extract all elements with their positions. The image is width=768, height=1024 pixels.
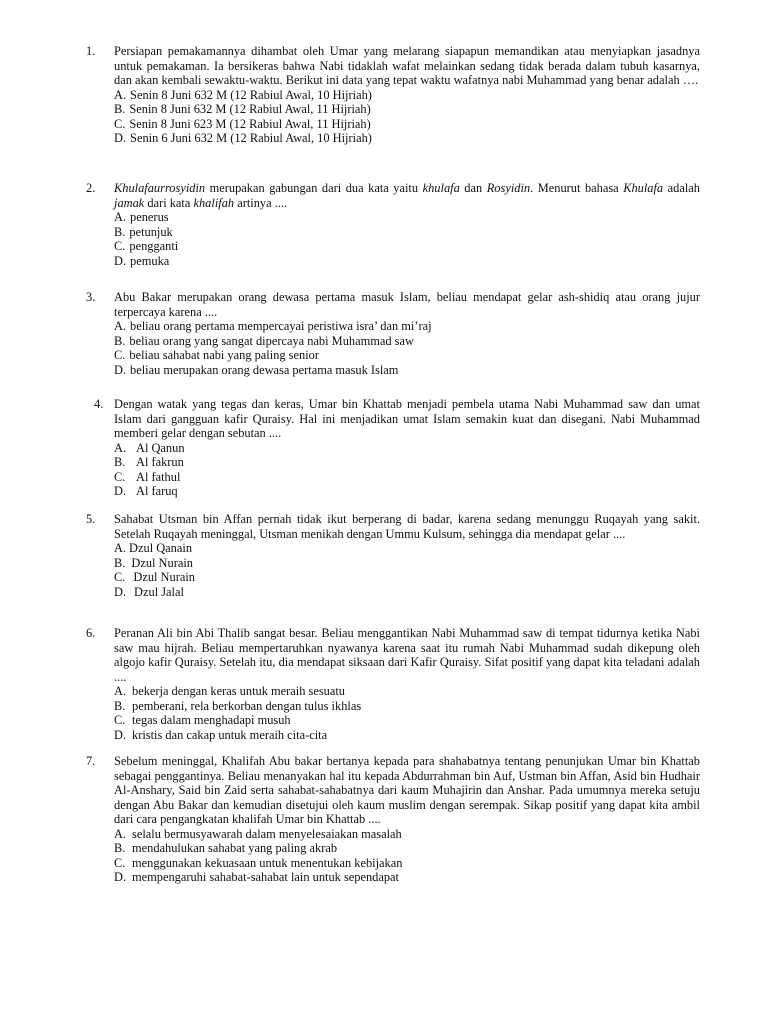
option-c	[114, 856, 700, 871]
option-letter: A.	[114, 826, 127, 841]
question-number: 6.	[86, 626, 96, 640]
option-letter: C.	[114, 348, 126, 362]
option-text: Dzul Nurain	[131, 555, 193, 570]
option-text: Senin 8 Juni 623 M (12 Rabiul Awal, 11 Hijriah)	[129, 116, 371, 131]
option-d	[114, 484, 700, 499]
option-text: Senin 8 Juni 632 M (12 Rabiul Awal, 10 Hijriah)	[130, 87, 372, 102]
option-letter: C.	[114, 570, 126, 584]
option-text: tegas dalam menghadapi musuh	[132, 713, 291, 727]
option-b	[114, 556, 700, 571]
text-fragment: adalah	[663, 181, 700, 195]
option-a	[114, 684, 700, 699]
option-c	[114, 470, 700, 485]
option-d	[114, 870, 700, 885]
option-letter: A.	[114, 684, 127, 698]
option-letter: C.	[114, 239, 126, 253]
option-letter: C.	[114, 469, 126, 484]
option-d	[114, 254, 700, 269]
option-c	[114, 570, 700, 585]
option-text: Dzul Qanain	[129, 541, 193, 555]
option-letter: C.	[114, 713, 126, 727]
option-b	[114, 102, 700, 117]
option-list	[114, 319, 700, 377]
option-list	[114, 684, 700, 742]
question-2	[86, 181, 700, 268]
term-khalifah: khalifah	[193, 195, 235, 210]
option-letter: B.	[114, 102, 126, 116]
option-text: menggunakan kekuasaan untuk menentukan kebijakan	[132, 855, 403, 870]
option-d	[114, 585, 700, 600]
text-fragment: merupakan gabungan dari dua kata yaitu	[205, 181, 423, 195]
option-text: Dzul Nurain	[133, 570, 195, 584]
option-a	[114, 88, 700, 103]
question-6	[86, 626, 700, 742]
option-text: Al Qanun	[136, 440, 185, 455]
option-letter: D.	[114, 131, 127, 145]
term-khulafaurrosyidin: Khulafaurrosyidin	[114, 181, 206, 195]
question-text: Persiapan pemakamannya dihambat oleh Umar yang melarang siapapun memandikan atau menyiapkan jasadnya untuk pemakaman. Ia bersikeras bahwa Nabi tidaklah wafat melainkan sedang tidak berada dalam tubuh kasarnya, dan akan kembali sewaktu-waktu. Berikut ini data yang tepat waktu wafatnya nabi Muhammad yang benar adalah ….	[114, 44, 700, 87]
option-text: Al fakrun	[136, 455, 184, 469]
question-3	[86, 290, 700, 377]
question-number: 3.	[86, 290, 96, 304]
option-letter: A.	[114, 210, 127, 224]
option-letter: B.	[114, 841, 126, 855]
option-letter: B.	[114, 455, 126, 469]
option-d	[114, 363, 700, 378]
option-text: pengganti	[129, 239, 179, 253]
question-text: Abu Bakar merupakan orang dewasa pertama masuk Islam, beliau mendapat gelar ash-shidiq atau orang jujur terpercaya karena ....	[114, 290, 700, 319]
text-fragment: . Menurut bahasa	[530, 181, 624, 195]
option-c	[114, 117, 700, 132]
text-fragment: dari kata	[144, 195, 194, 210]
question-text	[114, 181, 700, 210]
option-letter: B.	[114, 224, 126, 239]
option-text: mendahulukan sahabat yang paling akrab	[132, 841, 338, 855]
question-number: 4.	[94, 397, 104, 411]
option-letter: D.	[114, 484, 127, 498]
option-text: petunjuk	[129, 224, 173, 239]
text-fragment: artinya ....	[234, 195, 288, 210]
option-b	[114, 455, 700, 470]
option-letter: D.	[114, 362, 127, 377]
option-c	[114, 239, 700, 254]
question-1	[86, 44, 700, 146]
option-d	[114, 728, 700, 743]
option-text: bekerja dengan keras untuk meraih sesuatu	[132, 684, 345, 698]
option-text: beliau merupakan orang dewasa pertama masuk Islam	[130, 362, 399, 377]
question-number: 7.	[86, 754, 96, 768]
option-letter: D.	[114, 870, 127, 884]
option-text: kristis dan cakap untuk meraih cita-cita	[132, 727, 328, 742]
option-text: beliau orang yang sangat dipercaya nabi Muhammad saw	[129, 333, 414, 348]
option-text: penerus	[130, 210, 169, 224]
option-list	[114, 441, 700, 499]
option-list	[114, 210, 700, 268]
option-text: Al faruq	[136, 484, 178, 498]
option-letter: A.	[114, 319, 127, 333]
option-b	[114, 699, 700, 714]
option-letter: D.	[114, 727, 127, 742]
option-a	[114, 827, 700, 842]
option-a	[114, 319, 700, 334]
term-rosyidin: Rosyidin	[486, 181, 531, 195]
question-4	[86, 397, 700, 499]
option-letter: B.	[114, 333, 126, 348]
option-text: pemuka	[130, 253, 170, 268]
option-list	[114, 827, 700, 885]
question-text: Dengan watak yang tegas dan keras, Umar bin Khattab menjadi pembela utama Nabi Muhammad saw dan umat Islam dari gangguan kafir Quraisy. Hal ini menjadikan umat Islam semakin kuat dan disegani. Nabi Muhammad memberi gelar dengan sebutan ....	[114, 397, 700, 440]
option-letter: B.	[114, 698, 126, 713]
option-letter: C.	[114, 116, 126, 131]
option-c	[114, 348, 700, 363]
option-text: Senin 8 Juni 632 M (12 Rabiul Awal, 11 Hijriah)	[129, 102, 371, 116]
option-text: beliau orang pertama mempercayai peristiwa isra’ dan mi’raj	[130, 319, 432, 333]
question-number: 1.	[86, 44, 96, 58]
option-a	[114, 541, 700, 556]
option-d	[114, 131, 700, 146]
option-letter: A.	[114, 87, 127, 102]
option-text: mempengaruhi sahabat-sahabat lain untuk sependapat	[132, 870, 399, 884]
option-list	[114, 88, 700, 146]
option-text: Al fathul	[136, 469, 181, 484]
option-text: beliau sahabat nabi yang paling senior	[129, 348, 319, 362]
option-letter: D.	[114, 253, 127, 268]
option-text: selalu bermusyawarah dalam menyelesaiakan masalah	[132, 826, 402, 841]
option-letter: A.	[114, 440, 127, 455]
question-text: Peranan Ali bin Abi Thalib sangat besar. Beliau menggantikan Nabi Muhammad saw di tempat tidurnya ketika Nabi saw mau hijrah. Beliau mempertaruhkan nyawanya karena saat itu rumah Nabi Muhammad sudah dikepung oleh algojo kafir Quraisy. Setelah itu, dia mendapat siksaan dari Kafir Quraisy. Sifat positif yang dapat kita teladani adalah ....	[114, 626, 700, 684]
question-7	[86, 754, 700, 885]
question-text: Sahabat Utsman bin Affan pernah tidak ikut berperang di badar, karena sedang menunggu Ruqayah yang sakit. Setelah Ruqayah meninggal, Utsman menikah dengan Ummu Kulsum, sehingga dia mendapat gelar ....	[114, 512, 700, 541]
option-letter: D.	[114, 584, 127, 599]
option-c	[114, 713, 700, 728]
term-khulafa: khulafa	[422, 181, 460, 195]
text-fragment: dan	[459, 181, 487, 195]
option-a	[114, 441, 700, 456]
option-text: Senin 6 Juni 632 M (12 Rabiul Awal, 10 Hijriah)	[130, 131, 372, 145]
option-list	[114, 541, 700, 599]
option-b	[114, 334, 700, 349]
question-text: Sebelum meninggal, Khalifah Abu bakar bertanya kepada para shahabatnya tentang penunjukan Umar bin Khattab sebagai penggantinya. Beliau menanyakan hal itu kepada Abdurrahman bin Auf, Ustman bin Affan, Asid bin Hudhair Al-Anshary, Said bin Zaid serta sahabat-sahabatnya dari kaum Muhajirin dan Anshar. Pada umumnya mereka setuju dengan Abu Bakar dan kemudian disetujui oleh kaum muslim dengan serempak. Sikap positif yang dapat kita ambil dari cara pengangkatan khalifah Umar bin Khattab ....	[114, 754, 700, 826]
option-a	[114, 210, 700, 225]
option-letter: B.	[114, 555, 126, 570]
question-number: 5.	[86, 512, 96, 526]
option-text: Dzul Jalal	[134, 584, 184, 599]
term-khulafa-2: Khulafa	[623, 181, 664, 195]
question-5	[86, 512, 700, 599]
option-letter: A.	[114, 541, 127, 555]
option-b	[114, 225, 700, 240]
option-text: pemberani, rela berkorban dengan tulus ikhlas	[132, 698, 362, 713]
option-letter: C.	[114, 855, 126, 870]
question-number: 2.	[86, 181, 96, 195]
term-jamak: jamak	[114, 195, 145, 210]
option-b	[114, 841, 700, 856]
